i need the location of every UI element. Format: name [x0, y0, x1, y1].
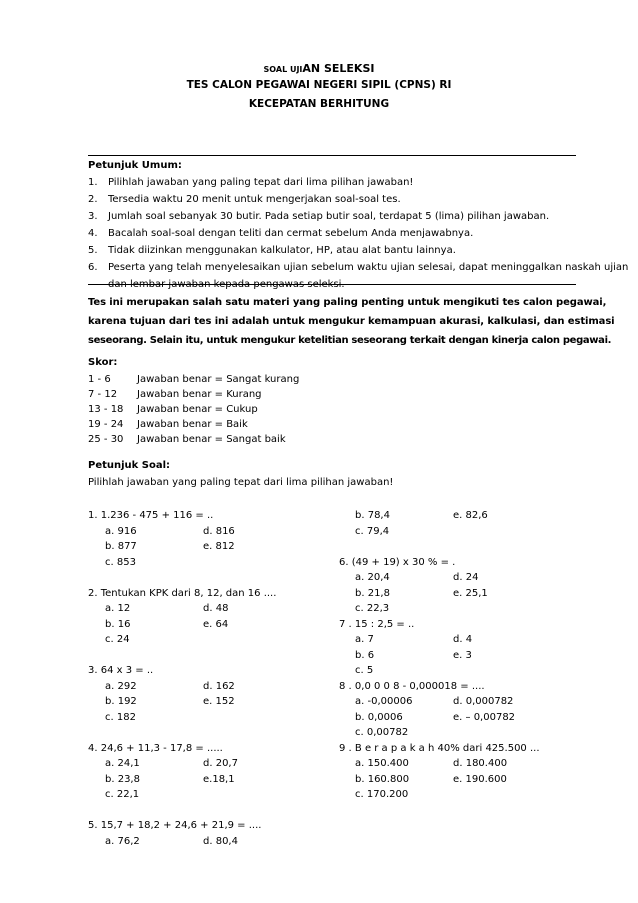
question-text: 1. 1.236 - 475 + 116 = .. [88, 510, 214, 521]
skor-description: Jawaban benar = Cukup [137, 404, 258, 415]
answer-option: d. 162 [203, 680, 235, 692]
answer-option: c. 22,1 [105, 789, 140, 800]
petunjuk-item-number: 2. [88, 194, 98, 205]
title-big: AN SELEKSI [302, 62, 375, 75]
petunjuk-item-text: Bacalah soal-soal dengan teliti dan cermat sebelum Anda menjawabnya. [108, 228, 474, 239]
answer-option: e. 3 [453, 649, 472, 661]
skor-range: 19 - 24 [88, 419, 124, 430]
answer-option: b. 877 [105, 541, 137, 552]
petunjuk-item-number: 3. [88, 211, 98, 222]
question-text: 7 . 15 : 2,5 = .. [339, 618, 415, 630]
answer-option: c. 79,4 [355, 525, 390, 537]
question-text: 4. 24,6 + 11,3 - 17,8 = ..... [88, 742, 223, 754]
answer-option: a. 24,1 [105, 758, 140, 769]
answer-option: c. 24 [105, 634, 130, 645]
intro-line-3: seseorang. Selain itu, untuk mengukur ketelitian seseorang terkait dengan kinerja calon pegawai. [88, 335, 612, 346]
petunjuk-soal-text: Pilihlah jawaban yang paling tepat dari lima pilihan jawaban! [88, 477, 394, 488]
intro-line-2: karena tujuan dari tes ini adalah untuk mengukur kemampuan akurasi, kalkulasi, dan estimasi [88, 316, 615, 327]
answer-option: a. 150.400 [355, 758, 409, 769]
answer-option: d. 24 [453, 572, 479, 583]
answer-option: e. 82,6 [453, 510, 488, 521]
answer-option: a. -0,00006 [355, 696, 413, 707]
answer-option: a. 292 [105, 680, 137, 692]
answer-option: e. 190.600 [453, 773, 507, 785]
petunjuk-item-text: Tersedia waktu 20 menit untuk mengerjakan soal-soal tes. [108, 194, 401, 205]
answer-option: b. 192 [105, 696, 137, 707]
petunjuk-item-number: 5. [88, 245, 98, 256]
petunjuk-item-text: Jumlah soal sebanyak 30 butir. Pada setiap butir soal, terdapat 5 (lima) pilihan jawaban. [108, 211, 550, 222]
answer-option: d. 816 [203, 525, 235, 537]
skor-range: 13 - 18 [88, 404, 124, 415]
answer-option: b. 78,4 [355, 510, 390, 521]
title-small: SOAL UJI [263, 65, 303, 74]
answer-option: a. 20,4 [355, 572, 390, 583]
question-text: 2. Tentukan KPK dari 8, 12, dan 16 .... [88, 587, 277, 599]
petunjuk-item-text: Peserta yang telah menyelesaikan ujian sebelum waktu ujian selesai, dapat meninggalkan naskah ujian [108, 262, 629, 273]
skor-description: Jawaban benar = Baik [137, 419, 248, 430]
question-text: 9 . B e r a p a k a h 40% dari 425.500 ... [339, 742, 540, 754]
answer-option: b. 21,8 [355, 587, 390, 599]
petunjuk-item-text: dan lembar jawaban kepada pengawas seleksi. [108, 279, 345, 290]
answer-option: b. 16 [105, 618, 131, 630]
petunjuk-item-number: 4. [88, 228, 98, 239]
answer-option: a. 7 [355, 634, 374, 645]
answer-option: d. 48 [203, 603, 229, 614]
answer-option: e. 812 [203, 541, 235, 552]
answer-option: d. 4 [453, 634, 473, 645]
skor-description: Jawaban benar = Sangat baik [137, 434, 286, 445]
petunjuk-item-number: 6. [88, 262, 98, 273]
answer-option: c. 182 [105, 711, 136, 723]
answer-option: b. 6 [355, 649, 375, 661]
answer-option: a. 12 [105, 603, 131, 614]
question-text: 5. 15,7 + 18,2 + 24,6 + 21,9 = .... [88, 820, 262, 831]
question-text: 8 . 0,0 0 0 8 - 0,000018 = .... [339, 680, 485, 692]
answer-option: c. 853 [105, 556, 136, 568]
petunjuk-soal-title: Petunjuk Soal: [88, 460, 171, 471]
answer-option: d. 0,000782 [453, 696, 514, 707]
skor-title: Skor: [88, 357, 118, 368]
skor-description: Jawaban benar = Sangat kurang [137, 374, 300, 385]
doc-title [0, 57, 638, 76]
petunjuk-item-text: Pilihlah jawaban yang paling tepat dari lima pilihan jawaban! [108, 177, 414, 188]
divider-bottom [88, 284, 576, 285]
answer-option: d. 80,4 [203, 835, 238, 847]
doc-topic: KECEPATAN BERHITUNG [248, 98, 390, 110]
answer-option: e. 64 [203, 618, 229, 630]
petunjuk-umum-title: Petunjuk Umum: [88, 160, 182, 171]
answer-option: b. 23,8 [105, 773, 140, 785]
skor-range: 7 - 12 [88, 389, 118, 400]
answer-option: b. 160.800 [355, 773, 410, 785]
answer-option: b. 0,0006 [355, 711, 403, 723]
petunjuk-item-text: Tidak diizinkan menggunakan kalkulator, HP, atau alat bantu lainnya. [108, 245, 456, 256]
skor-description: Jawaban benar = Kurang [137, 389, 262, 400]
intro-line-1: Tes ini merupakan salah satu materi yang paling penting untuk mengikuti tes calon pegawai, [88, 297, 607, 308]
answer-option: e. 152 [203, 696, 235, 707]
petunjuk-item-number: 1. [88, 177, 98, 188]
answer-option: e.18,1 [203, 773, 235, 785]
answer-option: e. 25,1 [453, 587, 488, 599]
answer-option: c. 0,00782 [355, 727, 409, 738]
question-text: 3. 64 x 3 = .. [88, 665, 154, 676]
answer-option: c. 22,3 [355, 603, 390, 614]
answer-option: e. – 0,00782 [453, 711, 516, 723]
skor-range: 25 - 30 [88, 434, 124, 445]
doc-subtitle: TES CALON PEGAWAI NEGERI SIPIL (CPNS) RI [186, 79, 452, 91]
skor-range: 1 - 6 [88, 374, 111, 385]
answer-option: d. 180.400 [453, 758, 508, 769]
answer-option: d. 20,7 [203, 758, 238, 769]
answer-option: a. 76,2 [105, 835, 140, 847]
question-text: 6. (49 + 19) x 30 % = . [339, 556, 456, 568]
answer-option: c. 5 [355, 665, 374, 676]
answer-option: c. 170.200 [355, 789, 409, 800]
divider-top [88, 155, 576, 156]
answer-option: a. 916 [105, 525, 137, 537]
